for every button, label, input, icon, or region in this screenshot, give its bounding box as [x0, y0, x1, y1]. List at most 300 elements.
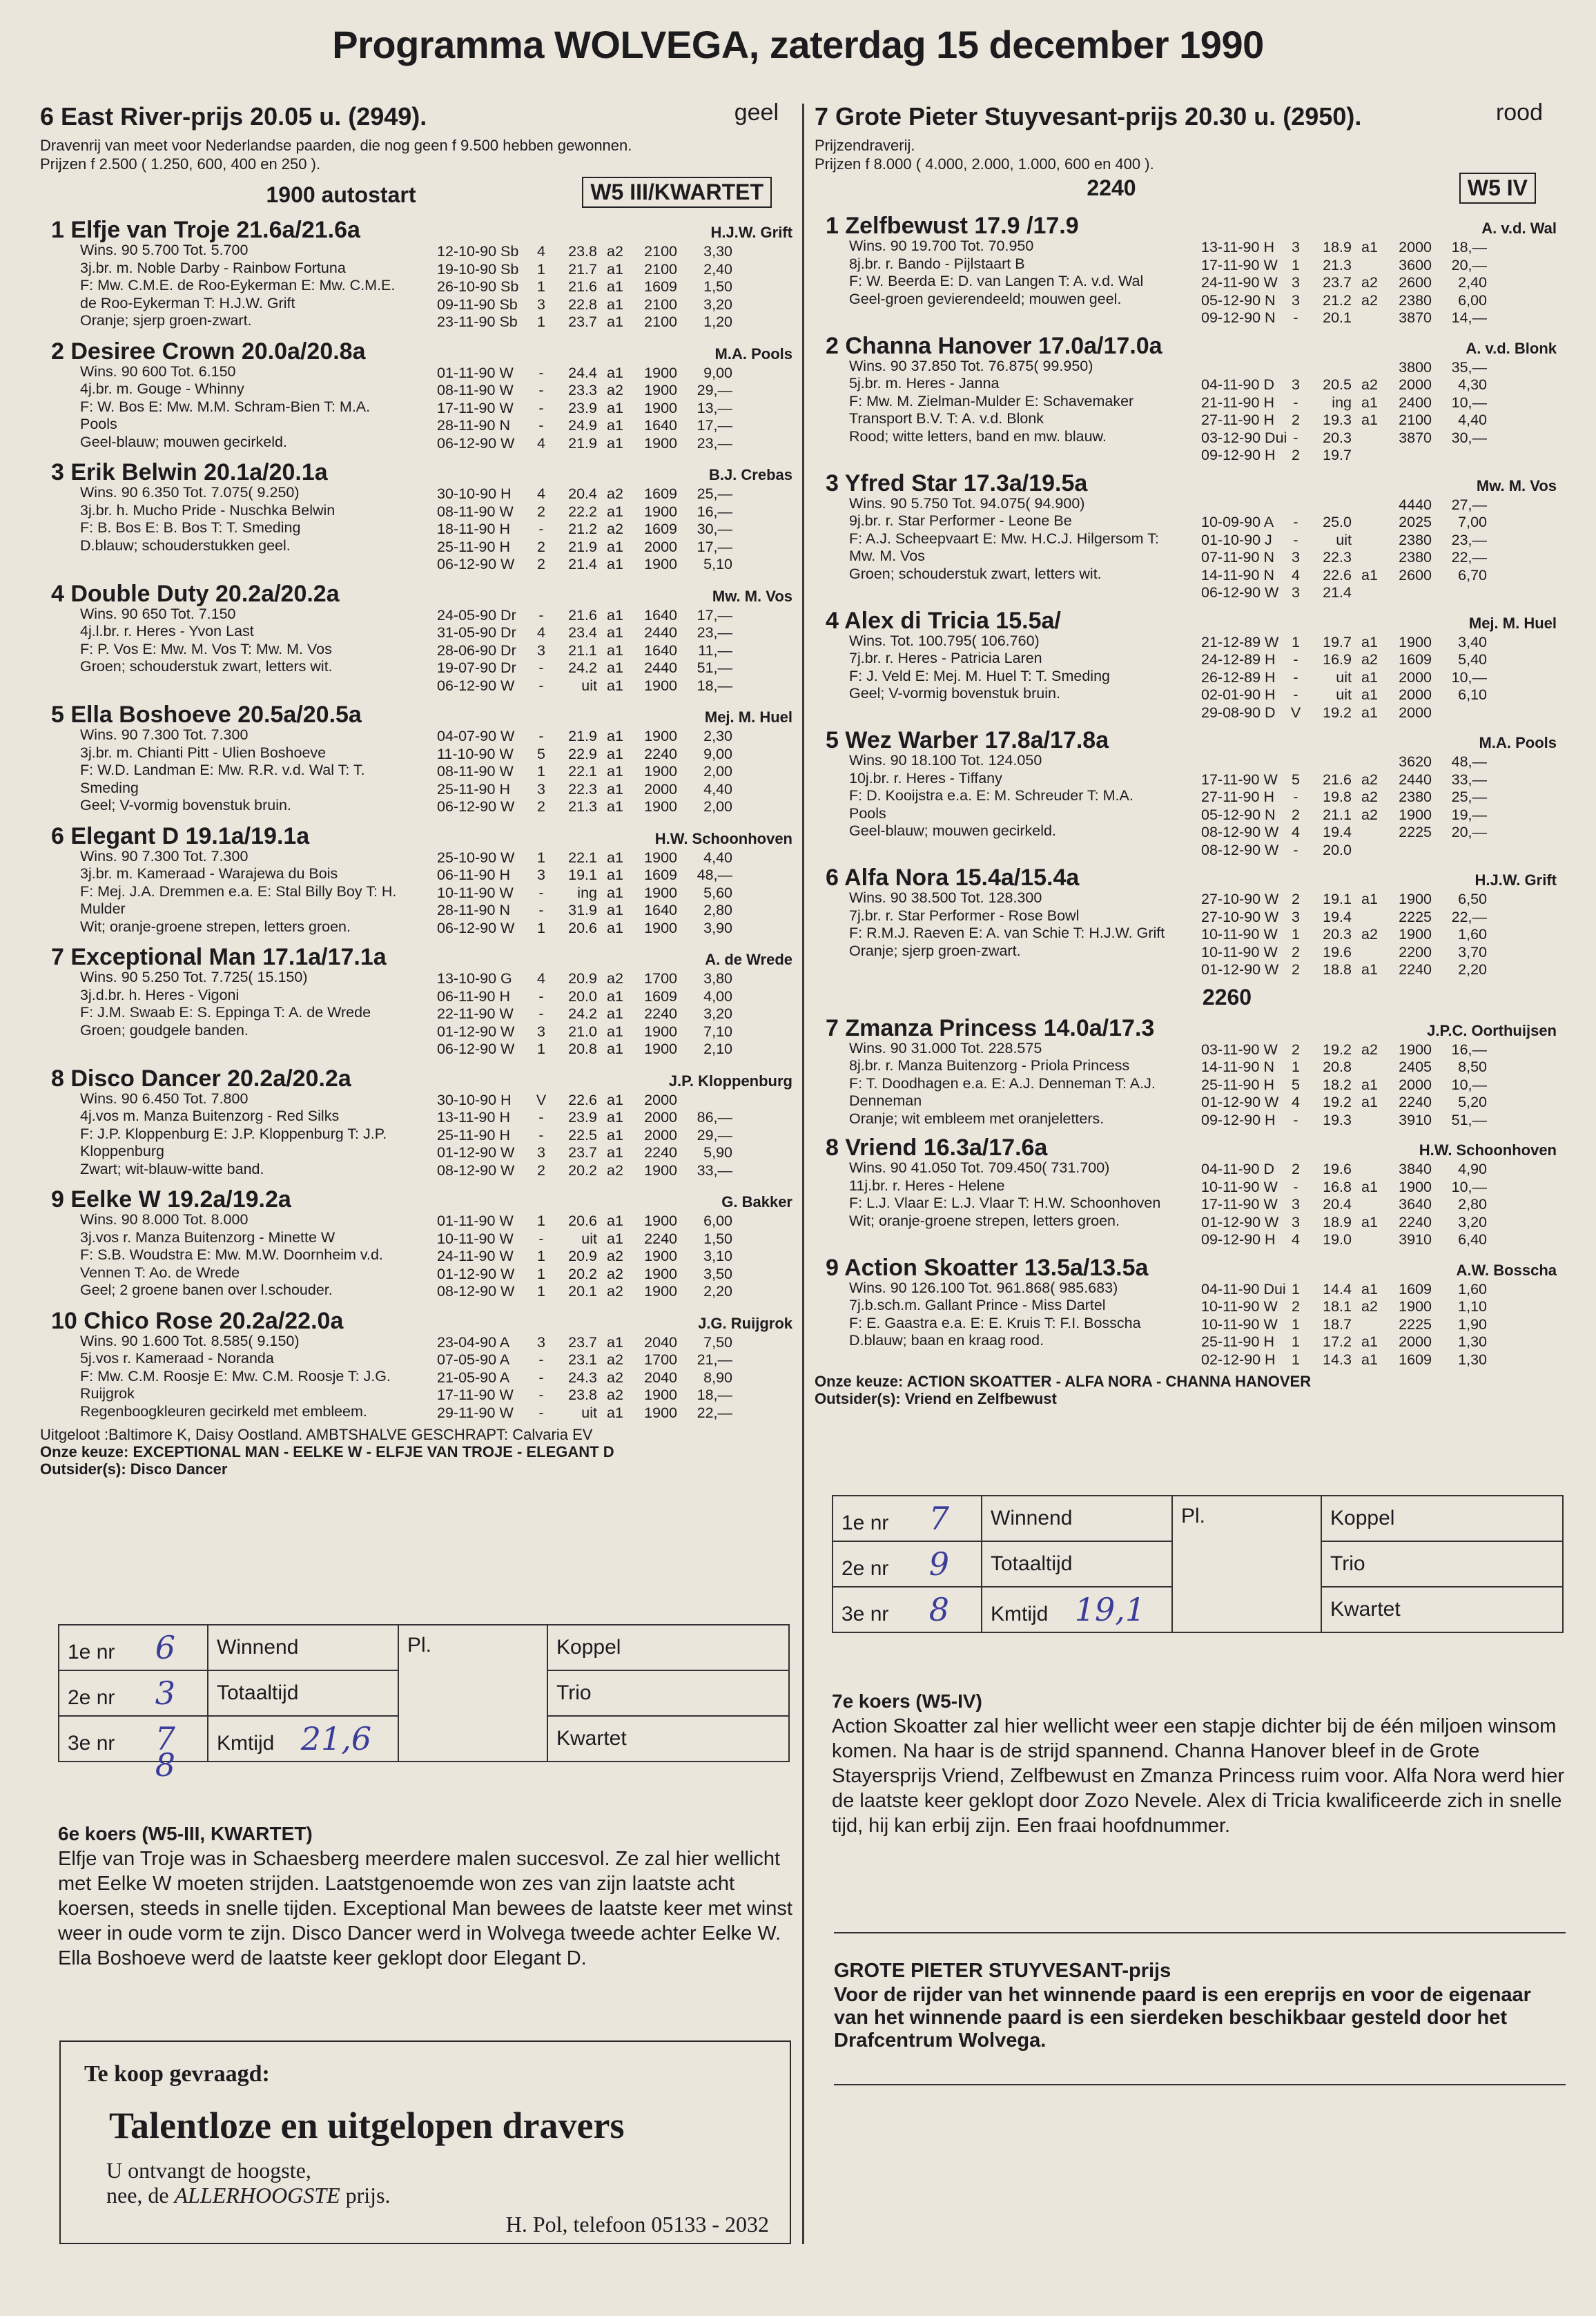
run-odds: 3,70 [1458, 943, 1487, 961]
run-time: 19.1 [1323, 891, 1352, 907]
run-distance: 1640 [644, 902, 677, 918]
run-start: a2 [607, 521, 623, 537]
horse-info-line: Oranje; sjerp groen-zwart. [849, 942, 1021, 959]
run-row [1201, 651, 1557, 669]
run-place: 1 [1292, 1280, 1300, 1297]
handwritten-3e[interactable] [155, 1720, 176, 1784]
run-odds: 2,80 [1458, 1196, 1487, 1213]
horse-info-line: 4j.br. m. Gouge - Whinny [80, 380, 244, 397]
horse-entry-body [815, 752, 1557, 859]
run-odds: 10,— [1451, 1178, 1487, 1195]
run-time: uit [1336, 686, 1352, 703]
run-place: 5 [1292, 771, 1300, 788]
horse-name: 1 Elfje van Troje 21.6a/21.6a [51, 217, 360, 243]
run-place: - [538, 1369, 544, 1386]
run-date: 17-11-90 W [437, 1387, 514, 1403]
run-odds: 14,— [1451, 309, 1487, 326]
horse-runs [1201, 1040, 1557, 1130]
horse-runs [437, 1090, 792, 1180]
horse-info-line: 7j.b.sch.m. Gallant Prince - Miss Dartel [849, 1297, 1106, 1313]
run-row [437, 1266, 792, 1284]
race-6-title: 6 East River-prijs 20.05 u. (2949). [40, 102, 427, 131]
handwritten-kmtijd[interactable]: 21,6 [300, 1720, 372, 1757]
horse-name: 4 Alex di Tricia 15.5a/ [826, 607, 1061, 634]
bet-kwartet: Kwartet [547, 1716, 789, 1762]
run-row [1201, 1298, 1557, 1316]
horse-entry-body [815, 1159, 1557, 1249]
run-odds: 51,— [1451, 1111, 1487, 1128]
horse-runs [1201, 495, 1557, 602]
horse-info-line: Oranje; sjerp groen-zwart. [80, 312, 252, 329]
run-odds: 1,30 [1458, 1333, 1487, 1350]
horse-trainer: Mej. M. Huel [1468, 614, 1557, 632]
bet-label-1e: 1e nr [841, 1512, 889, 1534]
run-row [1201, 926, 1557, 944]
run-place: 2 [1292, 961, 1300, 978]
run-odds: 5,60 [703, 884, 732, 901]
horse-trainer: J.P.C. Oorthuijsen [1427, 1021, 1557, 1039]
horse-entry-header [815, 1012, 1557, 1040]
run-time: 20.9 [568, 1248, 597, 1264]
horse-runs [437, 1211, 792, 1301]
run-row [1201, 309, 1557, 327]
run-row [437, 556, 792, 574]
horse-entry-header [40, 941, 792, 969]
run-row [437, 1023, 792, 1041]
run-odds: 2,40 [1458, 274, 1487, 291]
bet-kmtijd: Kmtijd [217, 1732, 275, 1755]
run-start: a1 [607, 728, 623, 744]
horse-entry [815, 1012, 1557, 1130]
run-time: ing [577, 884, 597, 901]
run-row [1201, 1316, 1557, 1334]
run-row [1201, 1214, 1557, 1232]
run-start: a2 [607, 1351, 623, 1368]
bet-kwartet: Kwartet [1321, 1587, 1563, 1632]
run-odds: 48,— [697, 867, 732, 883]
run-start: a1 [1361, 668, 1378, 686]
run-row [1201, 1281, 1557, 1299]
run-time: 19.3 [1323, 412, 1352, 428]
run-odds: 3,90 [703, 919, 732, 936]
horse-trainer: B.J. Crebas [708, 466, 792, 483]
run-row [1201, 1059, 1557, 1077]
run-place: 3 [1292, 584, 1300, 601]
run-odds: 4,40 [703, 849, 732, 866]
run-time: 21.9 [568, 728, 597, 744]
handwritten-2e[interactable]: 9 [928, 1545, 950, 1583]
bet-row-label [59, 1625, 208, 1670]
horse-entry [40, 1063, 792, 1180]
horse-info-line: Wins. 90 19.700 Tot. 70.950 [849, 238, 1034, 254]
race-7-column [815, 97, 1557, 1407]
run-row [437, 849, 792, 867]
run-row [1201, 1351, 1557, 1369]
run-date: 13-10-90 G [437, 970, 512, 987]
horse-name: 3 Yfred Star 17.3a/19.5a [826, 470, 1088, 496]
horse-name: 5 Ella Boshoeve 20.5a/20.5a [51, 702, 362, 728]
run-distance: 1900 [1399, 1298, 1432, 1315]
race-6-keuze: Onze keuze: EXCEPTIONAL MAN - EELKE W - ELFJE VAN TROJE - ELEGANT D [40, 1443, 614, 1460]
ad-contact: H. Pol, telefoon 05133 - 2032 [505, 2212, 769, 2237]
run-time: 31.9 [568, 902, 597, 918]
run-place: 1 [537, 1283, 545, 1300]
run-row [437, 607, 792, 625]
run-place: 3 [1292, 1196, 1300, 1213]
run-place: - [1293, 651, 1298, 668]
run-place: - [538, 399, 544, 416]
run-start: a1 [607, 659, 623, 676]
run-place: 3 [1292, 549, 1300, 566]
horse-entry [40, 336, 792, 453]
run-distance: 2000 [1399, 704, 1432, 721]
run-odds [1432, 584, 1487, 602]
run-row [437, 485, 792, 503]
run-start: a1 [607, 1230, 623, 1247]
run-odds: 11,— [698, 641, 732, 659]
run-time: 21.1 [568, 641, 597, 659]
horse-entry-header [40, 336, 792, 363]
horse-name: 10 Chico Rose 20.2a/22.0a [51, 1307, 344, 1334]
run-row [1201, 359, 1557, 377]
prize-text: Voor de rijder van het winnende paard is een ereprijs en voor de eigenaar van het winnende paard is een sierdeken beschikbaar gesteld door het Drafcentrum Wolvega. [834, 1984, 1531, 2052]
run-distance: 1900 [644, 556, 677, 572]
horse-name: 4 Double Duty 20.2a/20.2a [51, 580, 340, 607]
run-date: 03-11-90 W [1201, 1041, 1278, 1058]
ad-line-4a: nee, de [106, 2183, 175, 2208]
bet-totaaltijd: Totaaltijd [982, 1541, 1172, 1587]
bet-koppel: Koppel [547, 1625, 789, 1670]
horse-entry-header [40, 1063, 792, 1090]
run-odds: 51,— [697, 659, 732, 676]
horse-entry-body [40, 606, 792, 695]
run-time: 20.4 [1323, 1196, 1352, 1213]
horse-info [815, 1159, 1201, 1249]
horse-info-line: Wins. 90 5.250 Tot. 7.725( 15.150) [80, 969, 308, 985]
run-start: a2 [607, 382, 623, 398]
horse-info-line: Regenboogkleuren gecirkeld met embleem. [80, 1402, 367, 1420]
run-place: 2 [1292, 1041, 1300, 1058]
run-time: 22.3 [1323, 549, 1352, 566]
run-place: 3 [537, 780, 545, 798]
run-odds: 1,60 [1458, 1280, 1487, 1297]
run-place: 2 [537, 798, 545, 815]
run-time: 19.7 [1323, 633, 1352, 650]
horse-info [40, 484, 437, 574]
run-start: a1 [607, 1023, 623, 1040]
run-place: 5 [537, 745, 545, 762]
horse-trainer: M.A. Pools [1479, 734, 1557, 751]
horse-info-line: 3j.br. m. Chianti Pitt - Ulien Boshoeve [80, 744, 327, 761]
horse-name: 2 Desiree Crown 20.0a/20.8a [51, 338, 366, 365]
horse-entry-body [40, 726, 792, 816]
run-place: 1 [537, 763, 545, 780]
run-time: 23.7 [568, 313, 597, 330]
run-odds: 3,10 [703, 1248, 732, 1264]
run-time: 20.0 [1323, 841, 1352, 858]
run-distance: 1900 [644, 399, 677, 416]
run-time: 16.8 [1323, 1178, 1352, 1195]
run-distance: 2040 [644, 1369, 677, 1386]
run-odds: 3,40 [1458, 633, 1487, 650]
run-start: a1 [1361, 239, 1378, 255]
run-place: - [538, 1005, 544, 1022]
run-date: 10-11-90 W [1201, 1178, 1278, 1195]
horse-info [815, 633, 1201, 722]
horse-info-line: Wins. 90 5.750 Tot. 94.075( 94.900) [849, 494, 1085, 512]
run-time: 18.9 [1323, 239, 1352, 255]
run-time [1303, 359, 1352, 377]
horse-entry-body [815, 633, 1557, 722]
bet-row-label [59, 1670, 208, 1716]
run-row [437, 885, 792, 903]
run-time: 20.8 [1323, 1059, 1352, 1075]
run-place: - [538, 1230, 544, 1247]
run-start: a1 [1361, 1076, 1378, 1093]
run-date: 01-12-90 W [1201, 961, 1279, 978]
run-date: 01-10-90 J [1201, 531, 1272, 548]
run-distance: 1900 [644, 763, 677, 780]
horse-entry-body [40, 1090, 792, 1180]
horse-info-line: F: S.B. Woudstra E: Mw. M.W. Doornheim v.d. [80, 1246, 383, 1263]
run-distance: 2100 [644, 260, 677, 278]
run-time: 18.2 [1323, 1076, 1352, 1093]
run-distance: 1900 [1399, 1041, 1432, 1058]
run-odds: 6,40 [1458, 1231, 1487, 1248]
run-place: 1 [1292, 1315, 1300, 1333]
ad-line-4b: ALLERHOOGSTE [174, 2183, 340, 2208]
run-place: 4 [1292, 1231, 1300, 1248]
run-odds: 48,— [1451, 753, 1487, 770]
run-row [437, 521, 792, 539]
run-place: - [538, 1109, 544, 1126]
run-row [437, 1213, 792, 1231]
run-date: 24-11-90 W [1201, 274, 1278, 291]
run-date: 01-11-90 W [437, 1213, 514, 1229]
run-distance [1388, 584, 1432, 602]
run-row [437, 313, 792, 331]
horse-info-line: F: R.M.J. Raeven E: A. van Schie T: H.J.W. Grift [849, 925, 1165, 941]
run-distance: 1900 [1399, 633, 1432, 650]
run-date: 24-12-89 H [1201, 651, 1276, 668]
run-row [1201, 944, 1557, 962]
run-odds: 33,— [697, 1161, 732, 1179]
run-date: 13-11-90 H [1201, 239, 1274, 255]
run-start: a1 [607, 399, 623, 416]
run-date: 25-11-90 H [437, 538, 510, 555]
horse-info-line: F: P. Vos E: Mw. M. Vos T: Mw. M. Vos [80, 640, 332, 657]
run-place: 2 [1292, 1161, 1300, 1177]
race-distance-separator: 2260 [1202, 984, 1252, 1010]
run-distance: 2240 [644, 1005, 677, 1022]
run-row [437, 1092, 792, 1110]
run-odds: 8,90 [703, 1369, 732, 1386]
run-date: 06-12-90 W [437, 1041, 515, 1057]
run-start [1352, 1231, 1388, 1249]
race-7-bet-form [832, 1495, 1564, 1633]
run-place: 3 [537, 1023, 545, 1040]
run-time: 19.2 [1323, 1094, 1352, 1110]
run-date: 10-11-90 W [1201, 1315, 1278, 1333]
run-place: 3 [537, 1144, 545, 1161]
horse-info-line: Wins. 90 6.450 Tot. 7.800 [80, 1090, 249, 1107]
run-start: a2 [1361, 771, 1378, 788]
horse-entry-body [815, 889, 1557, 979]
handwritten-kmtijd[interactable]: 19,1 [1074, 1591, 1146, 1628]
run-odds: 2,20 [703, 1283, 732, 1300]
run-place: 2 [1292, 891, 1300, 907]
handwritten-3e[interactable]: 8 [928, 1591, 950, 1628]
horse-info-line: 5j.br. m. Heres - Janna [849, 375, 1000, 392]
run-distance: 2240 [644, 745, 677, 762]
run-row [437, 902, 792, 920]
handwritten-1e[interactable]: 6 [155, 1629, 176, 1666]
run-odds: 4,00 [703, 987, 732, 1005]
run-distance: 1900 [644, 677, 677, 694]
run-time: 19.2 [1323, 704, 1352, 721]
run-odds: 6,10 [1458, 686, 1487, 703]
run-time: 24.3 [568, 1369, 597, 1386]
horse-info-line: Wins. 90 8.000 Tot. 8.000 [80, 1211, 249, 1228]
run-place: - [1293, 429, 1298, 446]
horse-info-line: 8j.br. r. Bando - Pijlstaart B [849, 255, 1025, 272]
horse-entry [815, 210, 1557, 327]
run-time: 23.7 [1323, 274, 1352, 291]
run-distance: 2000 [644, 538, 677, 555]
horse-name: 8 Vriend 16.3a/17.6a [826, 1135, 1048, 1161]
run-date: 26-10-90 Sb [437, 278, 519, 295]
run-place: - [538, 521, 544, 537]
run-start [1352, 1316, 1388, 1334]
run-start: a2 [1361, 651, 1378, 668]
run-start: a2 [607, 1248, 623, 1264]
run-distance: 4440 [1399, 496, 1432, 513]
run-odds: 1,30 [1458, 1351, 1487, 1368]
run-start: a1 [607, 884, 623, 901]
horse-entry-header [40, 214, 792, 242]
run-place: - [1293, 1178, 1298, 1195]
horse-info-line: D.blauw; schouderstukken geel. [80, 537, 291, 554]
run-start: a1 [607, 556, 623, 572]
run-distance: 1900 [644, 364, 677, 381]
run-place: 3 [537, 641, 545, 659]
horse-info-line: F: A.J. Scheepvaart E: Mw. H.C.J. Hilgersom T: [849, 530, 1159, 547]
run-place: - [538, 1126, 544, 1143]
horse-info-line: de Roo-Eykerman T: H.J.W. Grift [80, 294, 295, 311]
horse-name: 8 Disco Dancer 20.2a/20.2a [51, 1065, 351, 1092]
run-time: 20.1 [1323, 309, 1352, 326]
horse-entry-body [815, 238, 1557, 327]
run-row [1201, 567, 1557, 585]
horse-info-line: Wins. 90 1.600 Tot. 8.585( 9.150) [80, 1332, 300, 1349]
horse-trainer: H.W. Schoonhoven [654, 829, 792, 847]
bet-label-3e: 3e nr [841, 1603, 889, 1625]
run-odds: 16,— [697, 503, 732, 520]
bet-row-label [833, 1541, 982, 1587]
run-start: a1 [607, 745, 623, 762]
run-row [437, 798, 792, 816]
horse-info [815, 889, 1201, 979]
horse-info-line: Wins. 90 126.100 Tot. 961.868( 985.683) [849, 1279, 1118, 1296]
run-place: 4 [537, 434, 545, 452]
run-start: a2 [607, 243, 623, 260]
race-7-keuze: Onze keuze: ACTION SKOATTER - ALFA NORA - CHANNA HANOVER [815, 1373, 1312, 1390]
horse-entry-body [40, 484, 792, 574]
run-row [1201, 1333, 1557, 1351]
horse-info-line: Pools [80, 416, 117, 432]
run-start: a1 [607, 677, 623, 694]
run-date: 07-11-90 N [1201, 549, 1274, 566]
run-date: 17-11-90 W [1201, 256, 1278, 273]
horse-info-line: Denneman [849, 1092, 922, 1109]
run-time: 22.9 [568, 745, 597, 762]
horse-entry [815, 467, 1557, 602]
bet-winnend: Winnend [208, 1625, 398, 1670]
run-row [1201, 239, 1557, 257]
run-distance: 2380 [1399, 531, 1432, 548]
run-start: a1 [607, 260, 623, 278]
run-distance: 3910 [1399, 1111, 1432, 1128]
run-odds: 6,00 [1458, 291, 1487, 309]
handwritten-1e[interactable]: 7 [928, 1500, 950, 1537]
run-date: 21-12-89 W [1201, 633, 1279, 650]
run-odds: 13,— [697, 399, 732, 416]
run-odds: 10,— [1451, 394, 1487, 411]
run-distance: 1609 [644, 521, 677, 537]
run-row [437, 1351, 792, 1369]
run-distance: 1640 [644, 641, 677, 659]
run-place: 4 [1292, 824, 1300, 840]
run-distance: 1900 [644, 1041, 677, 1057]
horse-name: 3 Erik Belwin 20.1a/20.1a [51, 459, 328, 485]
run-distance: 1700 [644, 1351, 677, 1368]
run-date: 10-11-90 W [1201, 926, 1278, 943]
run-start: a2 [1361, 926, 1378, 943]
horse-name: 5 Wez Warber 17.8a/17.8a [826, 727, 1109, 753]
run-odds: 17,— [697, 417, 732, 434]
run-odds: 25,— [697, 485, 732, 502]
horse-info-line: 4j.l.br. r. Heres - Yvon Last [80, 623, 254, 639]
run-start: a1 [1361, 704, 1378, 721]
run-odds: 10,— [1451, 1076, 1487, 1093]
run-odds: 7,00 [1458, 514, 1487, 530]
horse-info-line: Geel; 2 groene banen over l.schouder. [80, 1282, 333, 1298]
run-distance: 2000 [1399, 376, 1432, 393]
run-place: 1 [1292, 1351, 1300, 1368]
run-start [1352, 359, 1388, 377]
run-date: 08-12-90 W [1201, 824, 1279, 840]
run-odds: 18,— [697, 677, 732, 694]
horse-runs [437, 606, 792, 695]
run-place [1288, 753, 1303, 771]
run-date: 09-12-90 H [1201, 1231, 1276, 1248]
horse-info-line: 11j.br. r. Heres - Helene [849, 1177, 1005, 1194]
handwritten-2e[interactable]: 3 [155, 1675, 176, 1712]
run-distance: 2440 [1399, 771, 1432, 788]
run-row [437, 1334, 792, 1352]
run-place: - [1293, 394, 1298, 411]
run-odds: 1,50 [703, 1230, 732, 1247]
horse-entry-header [40, 699, 792, 726]
horse-name: 1 Zelfbewust 17.9 /17.9 [826, 213, 1079, 239]
horse-info-line: 4j.vos m. Manza Buitenzorg - Red Silks [80, 1108, 340, 1124]
race-6-bet-type: W5 III/KWARTET [582, 177, 772, 208]
horse-info-line: Geel-blauw; mouwen gecirkeld. [849, 822, 1056, 839]
run-odds: 1,10 [1458, 1298, 1487, 1315]
run-row [437, 1162, 792, 1180]
horse-info-line: Wins. 90 6.350 Tot. 7.075( 9.250) [80, 484, 300, 501]
run-time: 21.2 [1323, 291, 1352, 309]
